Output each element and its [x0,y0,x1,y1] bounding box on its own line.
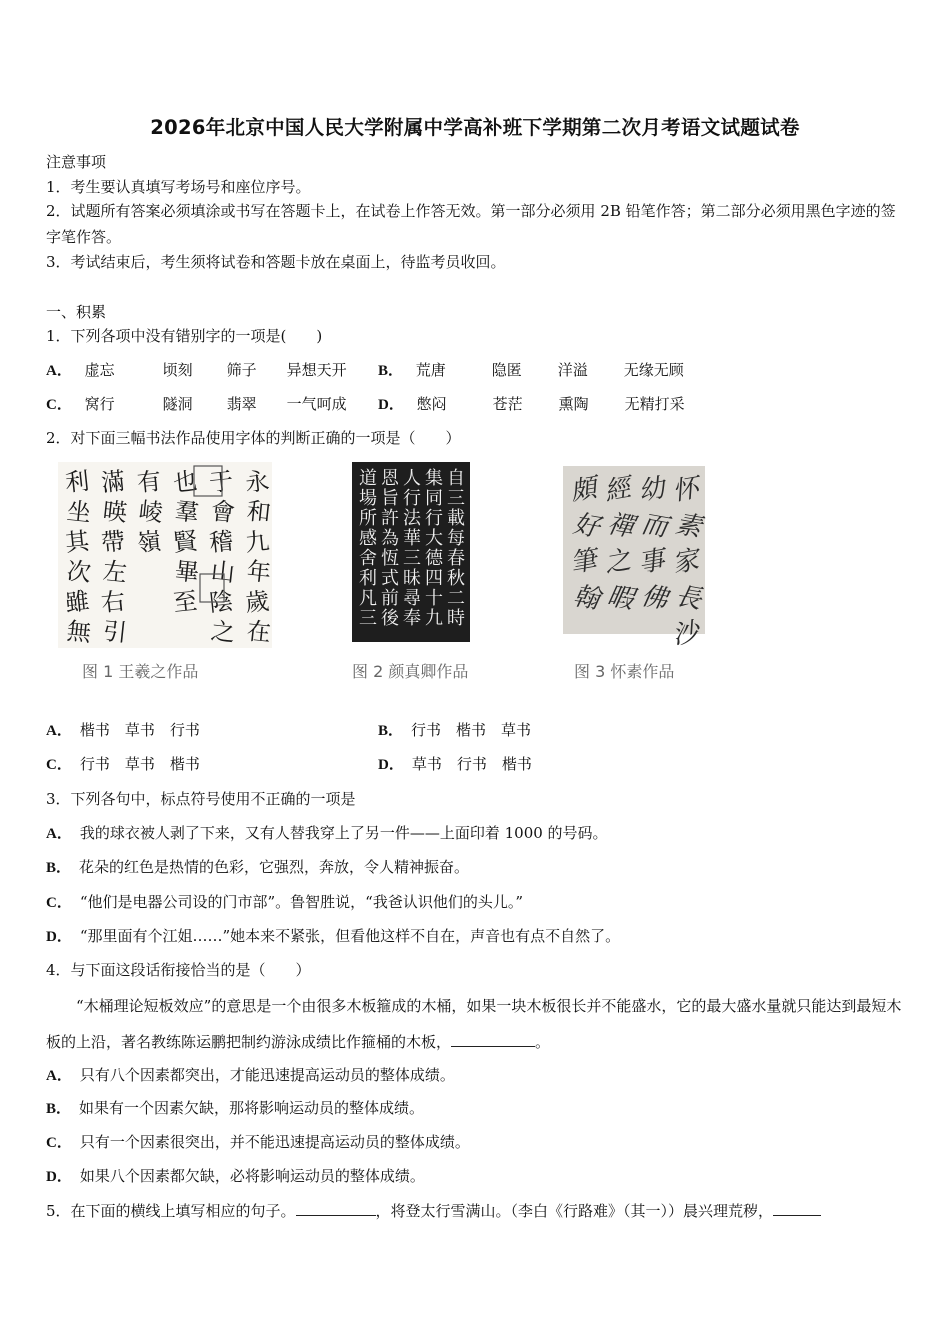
figure-3-caption: 图 3 怀素作品 [574,662,675,681]
option-word: 一气呵成 [286,395,347,413]
option-text: 行书 草书 楷书 [79,755,200,773]
question-2-stem: 2．对下面三幅书法作品使用字体的判断正确的一项是（ ） [46,429,461,447]
calligraphy-glyph: 怀 [670,473,702,508]
stem-text: ，将登太行雪满山。（李白《行路难》（其一））晨兴理荒秽， [375,1202,774,1220]
option-label: D． [378,757,404,773]
option-text: 如果八个因素都欠缺，必将影响运动员的整体成绩。 [79,1167,425,1185]
calligraphy-glyph: 感 [359,528,377,549]
calligraphy-glyph: 永 [243,466,271,498]
option-word: 苍茫 [492,395,523,413]
calligraphy-glyph: 四 [425,568,443,589]
calligraphy-glyph: 恆 [381,548,399,569]
option-label: A． [46,826,72,842]
q1-option-c[interactable] [46,393,347,416]
calligraphy-glyph: 為 [381,528,399,549]
calligraphy-glyph: 山 [209,556,237,588]
question-3-stem: 3．下列各句中，标点符号使用不正确的一项是 [46,790,356,808]
option-label: B． [378,363,404,379]
calligraphy-glyph: 歲 [243,586,271,618]
calligraphy-glyph: 滿 [99,466,127,498]
calligraphy-glyph: 旨 [381,488,399,509]
calligraphy-glyph: 每 [447,528,465,549]
calligraphy-glyph: 稽 [207,526,235,558]
calligraphy-glyph: 尋 [403,588,421,609]
option-label: A． [46,1068,72,1084]
calligraphy-glyph: 之 [602,545,634,580]
q2-option-d[interactable] [378,753,532,776]
calligraphy-glyph: 在 [245,616,273,648]
calligraphy-glyph: 行 [425,508,443,529]
calligraphy-glyph: 幼 [636,473,668,508]
calligraphy-glyph: 和 [245,496,273,528]
question-4-stem: 4．与下面这段话衔接恰当的是（ ） [46,961,311,979]
option-word: 隐匿 [491,361,522,379]
q3-option-a[interactable] [46,822,608,845]
stem-text: 5．在下面的横线上填写相应的句子。 [46,1202,296,1220]
calligraphy-glyph: 行 [403,488,421,509]
q2-option-c[interactable] [46,753,200,776]
calligraphy-glyph: 同 [425,488,443,509]
calligraphy-glyph: 崚 [137,496,165,528]
option-label: A． [46,363,72,379]
option-text: 草书 行书 楷书 [411,755,532,773]
q4-option-d[interactable] [46,1165,425,1188]
calligraphy-glyph: 經 [602,473,634,508]
calligraphy-glyph: 次 [65,556,93,588]
calligraphy-glyph: 畢 [173,556,201,588]
calligraphy-glyph: 九 [425,608,443,629]
calligraphy-glyph: 大 [425,528,443,549]
option-text: “那里面有个江姐……”她本来不紧张，但看他这样不自在，声音也有点不自然了。 [79,927,621,945]
answer-blank[interactable] [296,1199,376,1216]
q1-option-a[interactable] [46,359,347,382]
calligraphy-glyph: 雖 [63,586,91,618]
calligraphy-glyph: 秋 [447,568,465,589]
calligraphy-glyph: 長 [672,581,704,616]
option-word: 荒唐 [415,361,446,379]
calligraphy-glyph: 素 [672,509,704,544]
calligraphy-glyph: 至 [171,586,199,618]
calligraphy-glyph: 時 [447,608,465,629]
page-title: 2026年北京中国人民大学附属中学高补班下学期第二次月考语文试题试卷 [150,116,800,139]
question-5-stem [46,1199,821,1222]
question-4-passage [46,988,906,1060]
notice-item-3: 3．考试结束后，考生须将试卷和答题卡放在桌面上，待监考员收回。 [46,253,506,271]
option-text: 楷书 草书 行书 [79,721,200,739]
option-word: 翡翠 [226,395,257,413]
calligraphy-glyph: 于 [207,466,235,498]
calligraphy-glyph: 年 [245,556,273,588]
q2-option-b[interactable] [378,719,531,742]
calligraphy-glyph: 載 [447,508,465,529]
calligraphy-glyph: 春 [447,548,465,569]
calligraphy-glyph: 式 [381,568,399,589]
calligraphy-glyph: 左 [101,556,129,588]
q1-option-d[interactable] [378,393,685,416]
calligraphy-glyph: 也 [171,466,199,498]
calligraphy-glyph: 陰 [207,586,235,618]
option-label: D． [378,397,404,413]
calligraphy-glyph: 奉 [403,608,421,629]
q2-option-a[interactable] [46,719,200,742]
option-label: C． [46,397,72,413]
calligraphy-glyph: 前 [381,588,399,609]
option-word: 虚忘 [84,361,115,379]
calligraphy-glyph: 法 [403,508,421,529]
q3-option-b[interactable] [46,856,469,879]
answer-blank[interactable] [451,1030,535,1047]
option-label: D． [46,1169,72,1185]
option-word: 无缘无顾 [623,361,684,379]
calligraphy-glyph: 佛 [638,581,670,616]
calligraphy-glyph: 翰 [570,581,602,616]
option-word: 隧洞 [162,395,193,413]
option-word: 顷刻 [162,361,193,379]
question-1-stem: 1．下列各项中没有错别字的一项是( ) [46,327,323,345]
calligraphy-glyph: 三 [403,548,421,569]
calligraphy-glyph: 三 [359,608,377,629]
calligraphy-glyph: 後 [381,608,399,629]
calligraphy-glyph: 集 [425,468,443,489]
calligraphy-glyph: 有 [135,466,163,498]
option-word: 窝行 [84,395,115,413]
calligraphy-glyph: 帶 [99,526,127,558]
calligraphy-glyph: 無 [65,616,93,648]
figure-2-caption: 图 2 颜真卿作品 [352,662,469,681]
q4-option-a[interactable] [46,1064,455,1087]
calligraphy-glyph: 舍 [359,548,377,569]
section-heading: 一、积累 [46,303,107,321]
calligraphy-glyph: 禪 [604,509,636,544]
calligraphy-glyph: 事 [636,545,668,580]
notice-item-2: 2．试题所有答案必须填涂或书写在答题卡上，在试卷上作答无效。第一部分必须用 2B 铅笔作答；第二部分必须用黑色字迹的签字笔作答。 [46,202,896,246]
calligraphy-figure-2 [352,462,470,642]
option-word: 憋闷 [416,395,447,413]
calligraphy-glyph: 筆 [568,545,600,580]
calligraphy-glyph: 場 [359,488,377,509]
calligraphy-glyph: 利 [359,568,377,589]
option-label: B． [46,860,72,876]
calligraphy-glyph: 人 [403,468,421,489]
option-word: 洋溢 [557,361,588,379]
calligraphy-glyph: 十 [425,588,443,609]
q3-option-d[interactable] [46,925,620,948]
calligraphy-glyph: 家 [670,545,702,580]
notice-item-1: 1．考生要认真填写考场号和座位序号。 [46,178,311,196]
passage-end: 。 [535,1033,551,1051]
passage-text: “木桶理论短板效应”的意思是一个由很多木板箍成的木桶，如果一块木板很长并不能盛水，它的最大盛水量就只能达到最短木板的上沿，著名教练陈运鹏把制约游泳成绩比作箍桶的木板， [46,997,902,1051]
option-text: 只有一个因素很突出，并不能迅速提高运动员的整体成绩。 [79,1133,470,1151]
option-label: D． [46,929,72,945]
calligraphy-glyph: 二 [447,588,465,609]
option-word: 无精打采 [624,395,685,413]
calligraphy-figure-1 [58,462,272,648]
option-label: B． [378,723,404,739]
calligraphy-glyph: 坐 [65,496,93,528]
option-label: C． [46,1135,72,1151]
option-text: 花朵的红色是热情的色彩，它强烈，奔放，令人精神振奋。 [79,858,470,876]
calligraphy-glyph: 所 [359,508,377,529]
calligraphy-figure-3 [563,466,705,652]
calligraphy-glyph: 羣 [173,496,201,528]
calligraphy-glyph: 右 [99,586,127,618]
calligraphy-glyph: 頗 [568,473,600,508]
q1-option-b[interactable] [378,359,684,382]
calligraphy-glyph: 三 [447,488,465,509]
calligraphy-glyph: 利 [63,466,91,498]
calligraphy-glyph: 而 [638,509,670,544]
option-text: “他们是电器公司设的门市部”。鲁智胜说，“我爸认识他们的头儿。” [79,893,524,911]
calligraphy-glyph: 引 [101,616,129,648]
q4-option-b[interactable] [46,1097,424,1120]
calligraphy-glyph: 九 [243,526,271,558]
calligraphy-glyph: 暇 [604,581,636,616]
figure-1-caption: 图 1 王羲之作品 [82,662,199,681]
option-text: 我的球衣被人剥了下来，又有人替我穿上了另一件——上面印着 1000 的号码。 [79,824,608,842]
answer-blank[interactable] [773,1199,821,1216]
calligraphy-glyph: 之 [209,616,237,648]
calligraphy-glyph: 賢 [171,526,199,558]
option-label: B． [46,1101,72,1117]
option-word: 筛子 [226,361,257,379]
calligraphy-glyph: 恩 [381,468,399,489]
option-text: 行书 楷书 草书 [411,721,532,739]
calligraphy-glyph: 許 [381,508,399,529]
calligraphy-glyph: 沙 [670,617,702,652]
q4-option-c[interactable] [46,1131,470,1154]
calligraphy-glyph: 暎 [101,496,129,528]
calligraphy-glyph: 其 [63,526,91,558]
option-word: 熏陶 [558,395,589,413]
calligraphy-glyph: 自 [447,468,465,489]
option-label: C． [46,895,72,911]
option-label: C． [46,757,72,773]
calligraphy-glyph: 凡 [359,588,377,609]
calligraphy-glyph: 嶺 [135,526,163,558]
calligraphy-glyph: 道 [359,468,377,489]
calligraphy-glyph: 好 [570,509,602,544]
calligraphy-glyph: 會 [209,496,237,528]
calligraphy-glyph: 昧 [403,568,421,589]
notice-heading: 注意事项 [46,153,107,171]
option-label: A． [46,723,72,739]
option-word: 异想天开 [286,361,347,379]
option-text: 只有八个因素都突出，才能迅速提高运动员的整体成绩。 [79,1066,455,1084]
calligraphy-glyph: 德 [425,548,443,569]
option-text: 如果有一个因素欠缺，那将影响运动员的整体成绩。 [79,1099,425,1117]
q3-option-c[interactable] [46,891,523,914]
calligraphy-glyph: 華 [403,528,421,549]
